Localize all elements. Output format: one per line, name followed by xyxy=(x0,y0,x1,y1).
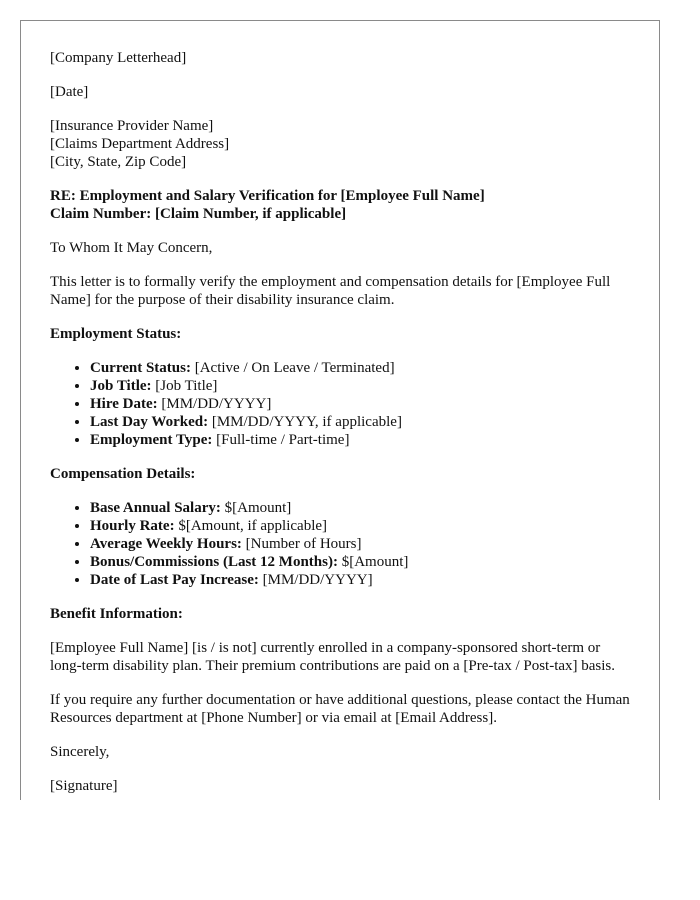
subject-block xyxy=(50,187,635,223)
letter-content xyxy=(50,49,635,800)
item-value: $[Amount] xyxy=(220,500,292,516)
item-label: Current Status: xyxy=(90,360,191,376)
item-value: $[Amount, if applicable] xyxy=(174,518,328,534)
item-label: Base Annual Salary: xyxy=(90,500,221,516)
item-label: Average Weekly Hours: xyxy=(90,536,242,552)
letter-page xyxy=(20,20,660,800)
item-label: Hourly Rate: xyxy=(90,518,175,534)
item-value: [MM/DD/YYYY, if applicable] xyxy=(208,414,402,430)
item-value: $[Amount] xyxy=(337,554,409,570)
recipient-city: [City, State, Zip Code] xyxy=(50,154,187,170)
list-item xyxy=(90,553,635,571)
item-value: [Job Title] xyxy=(151,378,218,394)
item-label: Last Day Worked: xyxy=(90,414,209,430)
letter-date: [Date] xyxy=(50,84,89,100)
benefit-information-heading: Benefit Information: xyxy=(50,606,183,622)
item-value: [Full-time / Part-time] xyxy=(212,432,350,448)
item-label: Job Title: xyxy=(90,378,152,394)
contact-paragraph: If you require any further documentation or have additional questions, please contact the Human Resources department at [Phone Number] or via email at [Email Address]. xyxy=(50,692,630,726)
recipient-name: [Insurance Provider Name] xyxy=(50,118,214,134)
salutation: To Whom It May Concern, xyxy=(50,240,213,256)
item-value: [MM/DD/YYYY] xyxy=(258,572,373,588)
benefit-paragraph: [Employee Full Name] [is / is not] currently enrolled in a company-sponsored short-term or long-term disability plan. Their premium contributions are paid on a [Pre-tax / Post-tax] basis. xyxy=(50,640,616,674)
recipient-address-block xyxy=(50,117,635,171)
list-item xyxy=(90,571,635,589)
claim-number-line: Claim Number: [Claim Number, if applicable] xyxy=(50,206,347,222)
employment-status-list xyxy=(50,359,635,449)
list-item xyxy=(90,517,635,535)
item-label: Bonus/Commissions (Last 12 Months): xyxy=(90,554,338,570)
list-item xyxy=(90,395,635,413)
list-item xyxy=(90,413,635,431)
compensation-details-list xyxy=(50,499,635,589)
item-label: Date of Last Pay Increase: xyxy=(90,572,259,588)
employment-status-heading: Employment Status: xyxy=(50,326,182,342)
intro-paragraph: This letter is to formally verify the employment and compensation details for [Employee Full Name] for the purpose of their disability insurance claim. xyxy=(50,274,611,308)
closing: Sincerely, xyxy=(50,744,110,760)
subject-line: RE: Employment and Salary Verification for [Employee Full Name] xyxy=(50,188,485,204)
item-value: [Number of Hours] xyxy=(241,536,362,552)
list-item xyxy=(90,535,635,553)
company-letterhead: [Company Letterhead] xyxy=(50,50,187,66)
item-value: [Active / On Leave / Terminated] xyxy=(190,360,395,376)
item-label: Hire Date: xyxy=(90,396,158,412)
recipient-address: [Claims Department Address] xyxy=(50,136,230,152)
list-item xyxy=(90,359,635,377)
list-item xyxy=(90,431,635,449)
list-item xyxy=(90,377,635,395)
list-item xyxy=(90,499,635,517)
item-value: [MM/DD/YYYY] xyxy=(157,396,272,412)
item-label: Employment Type: xyxy=(90,432,213,448)
compensation-details-heading: Compensation Details: xyxy=(50,466,196,482)
signature-placeholder: [Signature] xyxy=(50,778,118,794)
